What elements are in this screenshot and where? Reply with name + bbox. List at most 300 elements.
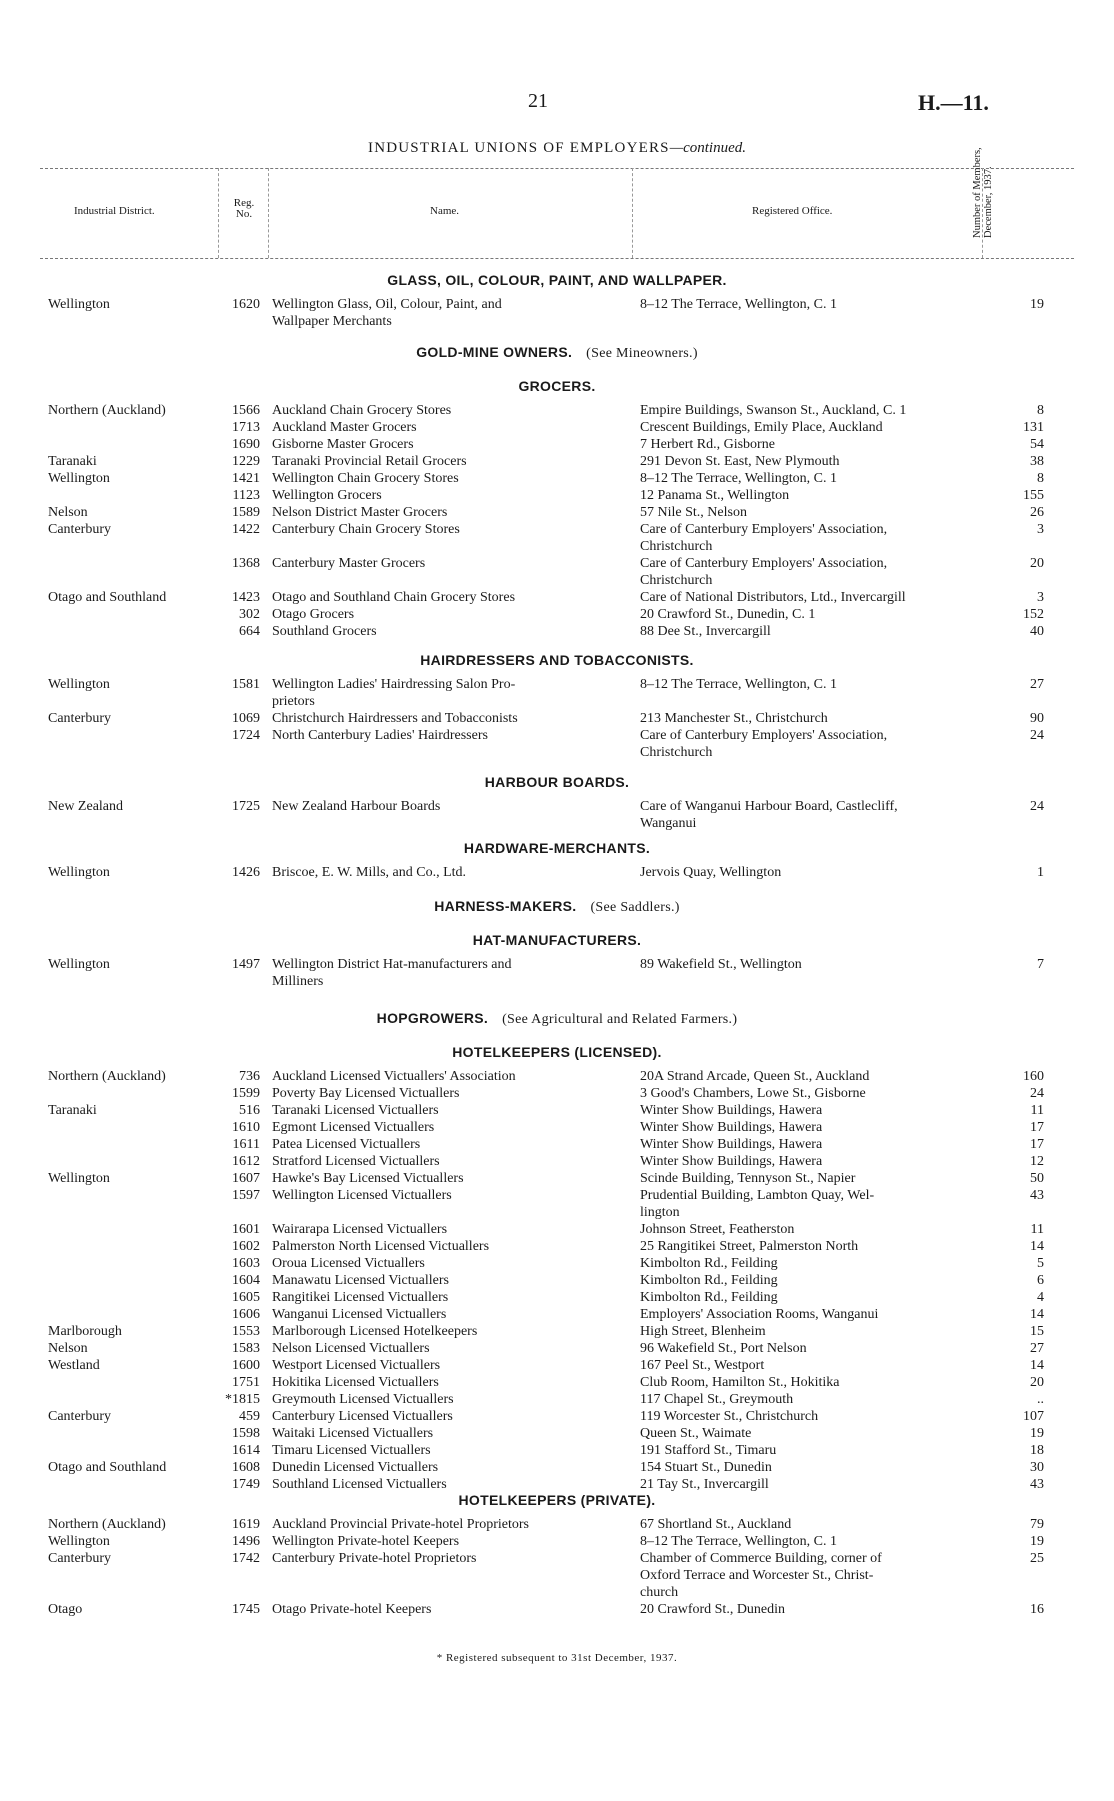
registered-office-cell: 20 Crawford St., Dunedin	[640, 1602, 786, 1617]
section-table	[0, 864, 1114, 881]
registered-office-cell: 21 Tay St., Invercargill	[640, 1477, 769, 1492]
table-row	[0, 1340, 1114, 1357]
section-title: HOTELKEEPERS (LICENSED).	[452, 1044, 662, 1060]
table-row	[0, 956, 1114, 990]
members-count-cell: 131	[1023, 420, 1044, 435]
union-name-cell: Poverty Bay Licensed Victuallers	[272, 1086, 460, 1101]
union-name-cell: Canterbury Private-hotel Proprietors	[272, 1551, 477, 1566]
members-count-cell: 1	[1037, 865, 1044, 880]
table-row	[0, 1238, 1114, 1255]
registered-office-cell: 191 Stafford St., Timaru	[640, 1443, 777, 1458]
members-count-cell: 54	[1030, 437, 1044, 452]
section-table	[0, 956, 1114, 990]
union-name-cell: Canterbury Licensed Victuallers	[272, 1409, 453, 1424]
members-count-cell: 3	[1037, 522, 1044, 537]
district-cell: Wellington	[48, 677, 110, 692]
union-name-cell: Wellington District Hat-manufacturers and Milliners	[272, 957, 512, 989]
district-cell: Nelson	[48, 1341, 88, 1356]
table-row	[0, 623, 1114, 640]
section-heading	[0, 344, 1114, 362]
header-bottom-rule	[40, 258, 1074, 259]
table-row	[0, 470, 1114, 487]
header-divider	[268, 168, 269, 258]
table-row	[0, 296, 1114, 330]
registered-office-cell: Winter Show Buildings, Hawera	[640, 1120, 823, 1135]
reg-number-cell: 1607	[232, 1171, 260, 1186]
table-row	[0, 1170, 1114, 1187]
members-count-cell: 14	[1030, 1307, 1044, 1322]
table-row	[0, 1425, 1114, 1442]
section-heading	[0, 378, 1114, 394]
table-row	[0, 1085, 1114, 1102]
section-table	[0, 1068, 1114, 1493]
reg-number-cell: *1815	[225, 1392, 260, 1407]
union-name-cell: Nelson District Master Grocers	[272, 505, 448, 520]
reg-number-cell: 1602	[232, 1239, 260, 1254]
registered-office-cell: Crescent Buildings, Emily Place, Auckland	[640, 420, 883, 435]
section-table	[0, 402, 1114, 640]
table-row	[0, 864, 1114, 881]
registered-office-cell: Winter Show Buildings, Hawera	[640, 1103, 823, 1118]
reg-number-cell: 1589	[232, 505, 260, 520]
column-header-district: Industrial District.	[74, 205, 155, 217]
registered-office-cell: Winter Show Buildings, Hawera	[640, 1154, 823, 1169]
reg-number-cell: 1553	[232, 1324, 260, 1339]
registered-office-cell: 67 Shortland St., Auckland	[640, 1517, 792, 1532]
table-row	[0, 419, 1114, 436]
union-name-cell: Southland Grocers	[272, 624, 377, 639]
table-row	[0, 555, 1114, 589]
reg-number-cell: 1620	[232, 297, 260, 312]
reg-number-cell: 1608	[232, 1460, 260, 1475]
reg-number-cell: 664	[239, 624, 260, 639]
members-count-cell: 24	[1030, 1086, 1044, 1101]
registered-office-cell: 8–12 The Terrace, Wellington, C. 1	[640, 297, 837, 312]
reg-number-cell: 1566	[232, 403, 260, 418]
reg-number-cell: 1599	[232, 1086, 260, 1101]
members-count-cell: 160	[1023, 1069, 1044, 1084]
table-row	[0, 710, 1114, 727]
members-count-cell: 15	[1030, 1324, 1044, 1339]
reg-number-cell: 1603	[232, 1256, 260, 1271]
members-count-cell: 43	[1030, 1188, 1044, 1203]
section-title: HARDWARE-MERCHANTS.	[463, 840, 651, 856]
registered-office-cell: 8–12 The Terrace, Wellington, C. 1	[640, 1534, 837, 1549]
union-name-cell: Briscoe, E. W. Mills, and Co., Ltd.	[272, 865, 467, 880]
union-name-cell: Gisborne Master Grocers	[272, 437, 414, 452]
section-heading	[0, 774, 1114, 790]
members-count-cell: 152	[1023, 607, 1044, 622]
members-count-cell: 38	[1030, 454, 1044, 469]
reg-number-cell: 1713	[232, 420, 260, 435]
district-cell: Canterbury	[48, 522, 111, 537]
members-count-cell: 4	[1037, 1290, 1044, 1305]
table-row	[0, 504, 1114, 521]
reg-number-cell: 1724	[232, 728, 260, 743]
registered-office-cell: Care of National Distributors, Ltd., Invercargill	[640, 590, 906, 605]
reg-number-cell: 459	[239, 1409, 260, 1424]
registered-office-cell: Care of Canterbury Employers' Association, Christchurch	[640, 728, 888, 760]
reg-number-cell: 1690	[232, 437, 260, 452]
union-name-cell: Canterbury Master Grocers	[272, 556, 426, 571]
registered-office-cell: Chamber of Commerce Building, corner of Oxford Terrace and Worcester St., Christ- church	[640, 1551, 882, 1600]
table-row	[0, 1533, 1114, 1550]
union-name-cell: Otago Private-hotel Keepers	[272, 1602, 432, 1617]
table-row	[0, 1153, 1114, 1170]
reg-number-cell: 1725	[232, 799, 260, 814]
section-heading	[0, 840, 1114, 856]
members-count-cell: 17	[1030, 1120, 1044, 1135]
table-row	[0, 1255, 1114, 1272]
table-row	[0, 487, 1114, 504]
registered-office-cell: Jervois Quay, Wellington	[640, 865, 782, 880]
reg-number-cell: 1751	[232, 1375, 260, 1390]
district-cell: Otago and Southland	[48, 1460, 167, 1475]
page-number: 21	[528, 90, 548, 112]
members-count-cell: 14	[1030, 1358, 1044, 1373]
registered-office-cell: Employers' Association Rooms, Wanganui	[640, 1307, 879, 1322]
union-name-cell: Patea Licensed Victuallers	[272, 1137, 421, 1152]
district-cell: Canterbury	[48, 1409, 111, 1424]
union-name-cell: Stratford Licensed Victuallers	[272, 1154, 440, 1169]
section-heading	[0, 1010, 1114, 1028]
members-count-cell: 25	[1030, 1551, 1044, 1566]
registered-office-cell: Scinde Building, Tennyson St., Napier	[640, 1171, 856, 1186]
reg-number-cell: 1745	[232, 1602, 260, 1617]
district-cell: Canterbury	[48, 1551, 111, 1566]
union-name-cell: North Canterbury Ladies' Hairdressers	[272, 728, 488, 743]
section-heading	[0, 272, 1114, 288]
reg-number-cell: 1600	[232, 1358, 260, 1373]
registered-office-cell: Johnson Street, Featherston	[640, 1222, 795, 1237]
union-name-cell: Manawatu Licensed Victuallers	[272, 1273, 449, 1288]
section-title: GOLD-MINE OWNERS.	[416, 344, 573, 360]
registered-office-cell: 7 Herbert Rd., Gisborne	[640, 437, 775, 452]
reg-number-cell: 516	[239, 1103, 260, 1118]
footnote: * Registered subsequent to 31st December, 1937.	[436, 1652, 678, 1664]
registered-office-cell: 96 Wakefield St., Port Nelson	[640, 1341, 807, 1356]
registered-office-cell: 25 Rangitikei Street, Palmerston North	[640, 1239, 859, 1254]
table-row	[0, 1187, 1114, 1221]
table-row	[0, 453, 1114, 470]
section-note: (See Agricultural and Related Farmers.)	[502, 1012, 738, 1027]
registered-office-cell: 20A Strand Arcade, Queen St., Auckland	[640, 1069, 870, 1084]
reg-number-cell: 1619	[232, 1517, 260, 1532]
union-name-cell: Christchurch Hairdressers and Tobacconists	[272, 711, 518, 726]
district-cell: Otago	[48, 1602, 83, 1617]
registered-office-cell: Care of Canterbury Employers' Association, Christchurch	[640, 556, 888, 588]
table-row	[0, 589, 1114, 606]
union-name-cell: Wellington Ladies' Hairdressing Salon Pro- prietors	[272, 677, 516, 709]
section-title: GROCERS.	[518, 378, 596, 394]
registered-office-cell: 117 Chapel St., Greymouth	[640, 1392, 794, 1407]
union-name-cell: Waitaki Licensed Victuallers	[272, 1426, 434, 1441]
table-row	[0, 1516, 1114, 1533]
registered-office-cell: Club Room, Hamilton St., Hokitika	[640, 1375, 840, 1390]
reg-number-cell: 1611	[232, 1137, 260, 1152]
table-row	[0, 1476, 1114, 1493]
registered-office-cell: Kimbolton Rd., Feilding	[640, 1256, 778, 1271]
reg-number-cell: 1421	[232, 471, 260, 486]
reg-number-cell: 1229	[232, 454, 260, 469]
district-cell: Marlborough	[48, 1324, 122, 1339]
registered-office-cell: Care of Wanganui Harbour Board, Castlecliff, Wanganui	[640, 799, 898, 831]
members-count-cell: 50	[1030, 1171, 1044, 1186]
reg-number-cell: 1604	[232, 1273, 260, 1288]
members-count-cell: 14	[1030, 1239, 1044, 1254]
section-table	[0, 676, 1114, 761]
section-title: HARBOUR BOARDS.	[484, 774, 630, 790]
union-name-cell: Auckland Provincial Private-hotel Proprietors	[272, 1517, 529, 1532]
registered-office-cell: 8–12 The Terrace, Wellington, C. 1	[640, 471, 837, 486]
reg-number-cell: 1612	[232, 1154, 260, 1169]
members-count-cell: 79	[1030, 1517, 1044, 1532]
union-name-cell: Greymouth Licensed Victuallers	[272, 1392, 454, 1407]
section-heading	[0, 652, 1114, 668]
members-count-cell: 18	[1030, 1443, 1044, 1458]
members-count-cell: 20	[1030, 556, 1044, 571]
members-count-cell: 11	[1030, 1103, 1044, 1118]
reg-number-cell: 1423	[232, 590, 260, 605]
registered-office-cell: 89 Wakefield St., Wellington	[640, 957, 802, 972]
reg-number-cell: 1123	[232, 488, 260, 503]
union-name-cell: Egmont Licensed Victuallers	[272, 1120, 435, 1135]
section-table	[0, 296, 1114, 330]
registered-office-cell: 291 Devon St. East, New Plymouth	[640, 454, 840, 469]
district-cell: Otago and Southland	[48, 590, 167, 605]
column-header-members: Number of Members, December, 1937.	[972, 147, 994, 238]
members-count-cell: 90	[1030, 711, 1044, 726]
reg-number-cell: 1368	[232, 556, 260, 571]
registered-office-cell: Prudential Building, Lambton Quay, Wel- lington	[640, 1188, 875, 1220]
registered-office-cell: 167 Peel St., Westport	[640, 1358, 765, 1373]
district-cell: Northern (Auckland)	[48, 1069, 166, 1084]
district-cell: Wellington	[48, 297, 110, 312]
registered-office-cell: Winter Show Buildings, Hawera	[640, 1137, 823, 1152]
table-row	[0, 1119, 1114, 1136]
members-count-cell: 6	[1037, 1273, 1044, 1288]
district-cell: Northern (Auckland)	[48, 403, 166, 418]
members-count-cell: 12	[1030, 1154, 1044, 1169]
section-title: HAT-MANUFACTURERS.	[472, 932, 642, 948]
district-cell: New Zealand	[48, 799, 124, 814]
district-cell: Wellington	[48, 1171, 110, 1186]
district-cell: Taranaki	[48, 454, 97, 469]
section-title: HARNESS-MAKERS.	[434, 898, 577, 914]
table-row	[0, 1442, 1114, 1459]
union-name-cell: Otago Grocers	[272, 607, 355, 622]
union-name-cell: Otago and Southland Chain Grocery Stores	[272, 590, 516, 605]
district-cell: Taranaki	[48, 1103, 97, 1118]
table-row	[0, 1391, 1114, 1408]
members-count-cell: 19	[1030, 1534, 1044, 1549]
reg-number-cell: 1606	[232, 1307, 260, 1322]
union-name-cell: Wellington Glass, Oil, Colour, Paint, and Wallpaper Merchants	[272, 297, 502, 329]
union-name-cell: Auckland Licensed Victuallers' Association	[272, 1069, 516, 1084]
members-count-cell: 5	[1037, 1256, 1044, 1271]
union-name-cell: New Zealand Harbour Boards	[272, 799, 441, 814]
registered-office-cell: Kimbolton Rd., Feilding	[640, 1273, 778, 1288]
header-divider	[218, 168, 219, 258]
reg-number-cell: 1598	[232, 1426, 260, 1441]
union-name-cell: Dunedin Licensed Victuallers	[272, 1460, 439, 1475]
union-name-cell: Auckland Master Grocers	[272, 420, 417, 435]
table-row	[0, 1408, 1114, 1425]
section-title: HOPGROWERS.	[376, 1010, 489, 1026]
members-count-cell: 107	[1023, 1409, 1044, 1424]
members-count-cell: 8	[1037, 471, 1044, 486]
members-count-cell: 20	[1030, 1375, 1044, 1390]
header-divider	[632, 168, 633, 258]
table-row	[0, 798, 1114, 832]
members-count-cell: 43	[1030, 1477, 1044, 1492]
reg-number-cell: 1605	[232, 1290, 260, 1305]
union-name-cell: Southland Licensed Victuallers	[272, 1477, 447, 1492]
union-name-cell: Oroua Licensed Victuallers	[272, 1256, 425, 1271]
members-count-cell: 16	[1030, 1602, 1044, 1617]
union-name-cell: Timaru Licensed Victuallers	[272, 1443, 431, 1458]
registered-office-cell: 213 Manchester St., Christchurch	[640, 711, 828, 726]
members-count-cell: ..	[1037, 1392, 1044, 1407]
members-count-cell: 24	[1030, 728, 1044, 743]
registered-office-cell: Care of Canterbury Employers' Association, Christchurch	[640, 522, 888, 554]
table-row	[0, 1374, 1114, 1391]
members-count-cell: 17	[1030, 1137, 1044, 1152]
table-row	[0, 676, 1114, 710]
table-row	[0, 1357, 1114, 1374]
members-count-cell: 19	[1030, 297, 1044, 312]
table-row	[0, 1221, 1114, 1238]
reg-number-cell: 736	[239, 1069, 260, 1084]
members-count-cell: 24	[1030, 799, 1044, 814]
reg-number-cell: 1581	[232, 677, 260, 692]
union-name-cell: Wellington Private-hotel Keepers	[272, 1534, 460, 1549]
document-code: H.—11.	[918, 90, 989, 115]
district-cell: Westland	[48, 1358, 100, 1373]
table-row	[0, 606, 1114, 623]
members-count-cell: 27	[1030, 1341, 1044, 1356]
district-cell: Wellington	[48, 865, 110, 880]
registered-office-cell: 3 Good's Chambers, Lowe St., Gisborne	[640, 1086, 866, 1101]
table-row	[0, 1550, 1114, 1601]
union-name-cell: Taranaki Provincial Retail Grocers	[272, 454, 467, 469]
page-title	[0, 140, 1114, 157]
column-header-office: Registered Office.	[752, 205, 833, 217]
members-count-cell: 7	[1037, 957, 1044, 972]
registered-office-cell: 154 Stuart St., Dunedin	[640, 1460, 772, 1475]
registered-office-cell: 88 Dee St., Invercargill	[640, 624, 771, 639]
members-count-cell: 30	[1030, 1460, 1044, 1475]
registered-office-cell: Queen St., Waimate	[640, 1426, 752, 1441]
section-table	[0, 798, 1114, 832]
section-note: (See Saddlers.)	[590, 900, 680, 915]
table-row	[0, 1459, 1114, 1476]
reg-number-cell: 1601	[232, 1222, 260, 1237]
district-cell: Wellington	[48, 471, 110, 486]
union-name-cell: Marlborough Licensed Hotelkeepers	[272, 1324, 478, 1339]
table-row	[0, 1323, 1114, 1340]
union-name-cell: Auckland Chain Grocery Stores	[272, 403, 452, 418]
table-row	[0, 1102, 1114, 1119]
table-row	[0, 436, 1114, 453]
registered-office-cell: Empire Buildings, Swanson St., Auckland, C. 1	[640, 403, 907, 418]
page-title-continued: —continued.	[669, 140, 746, 156]
reg-number-cell: 1497	[232, 957, 260, 972]
section-title: HAIRDRESSERS AND TOBACCONISTS.	[420, 652, 694, 668]
reg-number-cell: 1614	[232, 1443, 260, 1458]
table-row	[0, 521, 1114, 555]
registered-office-cell: 8–12 The Terrace, Wellington, C. 1	[640, 677, 837, 692]
union-name-cell: Wanganui Licensed Victuallers	[272, 1307, 447, 1322]
union-name-cell: Canterbury Chain Grocery Stores	[272, 522, 460, 537]
table-row	[0, 1136, 1114, 1153]
reg-number-cell: 302	[239, 607, 260, 622]
header-top-rule	[40, 168, 1074, 169]
district-cell: Wellington	[48, 1534, 110, 1549]
members-count-cell: 155	[1023, 488, 1044, 503]
table-row	[0, 402, 1114, 419]
members-count-cell: 8	[1037, 403, 1044, 418]
table-row	[0, 1289, 1114, 1306]
union-name-cell: Wairarapa Licensed Victuallers	[272, 1222, 448, 1237]
union-name-cell: Wellington Chain Grocery Stores	[272, 471, 459, 486]
section-heading	[0, 1044, 1114, 1060]
table-row	[0, 1601, 1114, 1618]
section-table	[0, 1516, 1114, 1618]
table-row	[0, 1272, 1114, 1289]
reg-number-cell: 1426	[232, 865, 260, 880]
members-count-cell: 27	[1030, 677, 1044, 692]
members-count-cell: 40	[1030, 624, 1044, 639]
registered-office-cell: 12 Panama St., Wellington	[640, 488, 790, 503]
reg-number-cell: 1742	[232, 1551, 260, 1566]
members-count-cell: 3	[1037, 590, 1044, 605]
registered-office-cell: 20 Crawford St., Dunedin, C. 1	[640, 607, 816, 622]
table-row	[0, 1068, 1114, 1085]
district-cell: Canterbury	[48, 711, 111, 726]
members-count-cell: 26	[1030, 505, 1044, 520]
union-name-cell: Palmerston North Licensed Victuallers	[272, 1239, 490, 1254]
union-name-cell: Hawke's Bay Licensed Victuallers	[272, 1171, 464, 1186]
union-name-cell: Hokitika Licensed Victuallers	[272, 1375, 439, 1390]
section-heading	[0, 898, 1114, 916]
section-note: (See Mineowners.)	[586, 346, 698, 361]
section-heading	[0, 1492, 1114, 1508]
district-cell: Wellington	[48, 957, 110, 972]
column-header-name: Name.	[430, 205, 460, 217]
reg-number-cell: 1597	[232, 1188, 260, 1203]
registered-office-cell: 57 Nile St., Nelson	[640, 505, 747, 520]
union-name-cell: Westport Licensed Victuallers	[272, 1358, 441, 1373]
reg-number-cell: 1610	[232, 1120, 260, 1135]
district-cell: Nelson	[48, 505, 88, 520]
union-name-cell: Taranaki Licensed Victuallers	[272, 1103, 439, 1118]
column-header-reg: Reg. No.	[233, 197, 255, 220]
union-name-cell: Nelson Licensed Victuallers	[272, 1341, 430, 1356]
table-row	[0, 1306, 1114, 1323]
members-count-cell: 19	[1030, 1426, 1044, 1441]
reg-number-cell: 1496	[232, 1534, 260, 1549]
section-heading	[0, 932, 1114, 948]
union-name-cell: Wellington Licensed Victuallers	[272, 1188, 452, 1203]
registered-office-cell: 119 Worcester St., Christchurch	[640, 1409, 819, 1424]
district-cell: Northern (Auckland)	[48, 1517, 166, 1532]
registered-office-cell: Kimbolton Rd., Feilding	[640, 1290, 778, 1305]
reg-number-cell: 1069	[232, 711, 260, 726]
members-count-cell: 11	[1030, 1222, 1044, 1237]
section-title: HOTELKEEPERS (PRIVATE).	[458, 1492, 656, 1508]
reg-number-cell: 1583	[232, 1341, 260, 1356]
